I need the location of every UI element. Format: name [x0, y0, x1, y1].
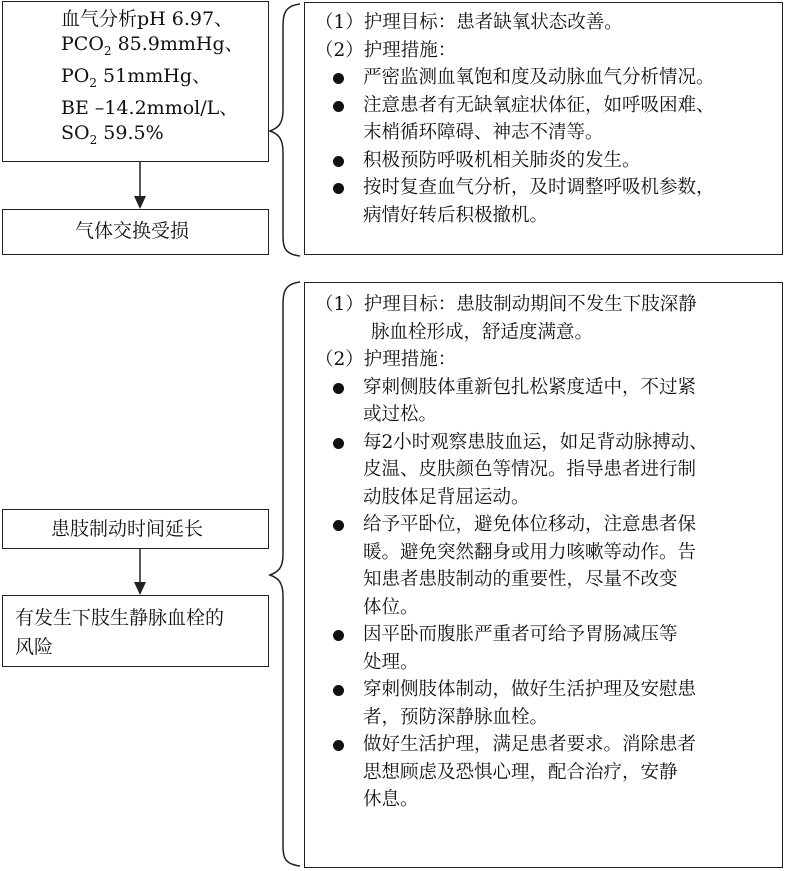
measure-2-item-line: 穿刺侧肢体重新包扎松紧度适中，不过紧 [363, 376, 697, 398]
measure-2-item-line: 者，预防深静脉血栓。 [363, 706, 549, 728]
bullet-icon [333, 685, 344, 696]
diagnosis-box-2 [2, 595, 269, 667]
measure-1-item [315, 64, 772, 92]
measure-2-item [315, 621, 772, 676]
arrow-head-1 [134, 196, 146, 209]
measure-1-item-line: 末梢循环障碍、神志不清等。 [363, 122, 604, 143]
measures-list-1 [315, 64, 772, 229]
measure-2-item [315, 511, 772, 621]
lab-line-pco2: $PCO_2$ 85.9mmHg、 [61, 33, 244, 58]
measures-header-1: （2）护理措施： [315, 39, 457, 61]
measure-2-item [315, 374, 772, 429]
bullet-icon [333, 101, 344, 112]
care-plan-box-2 [304, 282, 783, 868]
cause-box-2 [2, 509, 269, 549]
measure-2-item-line: 暖。避免突然翻身或用力咳嗽等动作。告 [363, 541, 697, 563]
lab-result-box [2, 1, 269, 162]
measure-2-item [315, 676, 772, 731]
measure-2-item-line: 休息。 [363, 789, 419, 810]
measures-header-2: （2）护理措施： [315, 349, 457, 370]
lab-line-ph: 血气分析pH 6.97、 [61, 8, 234, 30]
measure-2-item-line: 处理。 [363, 651, 419, 673]
lab-line-so2: $SO_2$ 59.5% [61, 121, 164, 147]
bullet-icon [333, 630, 344, 641]
measure-1-item-line: 病情好转后积极撤机。 [363, 204, 549, 226]
diagnosis-box-1 [2, 209, 269, 255]
brace-1 [270, 4, 300, 256]
diagnosis-text-2-line1: 有发生下肢生静脉血栓的 [15, 607, 225, 629]
bullet-icon [333, 183, 344, 194]
bullet-icon [333, 156, 344, 167]
measure-2-item-line: 穿刺侧肢体制动，做好生活护理及安慰患 [363, 679, 697, 700]
measure-2-item [315, 731, 772, 814]
measure-2-item-line: 知患者患肢制动的重要性，尽量不改变 [363, 569, 678, 590]
measure-2-item-line: 皮温、皮肤颜色等情况。指导患者进行制 [363, 459, 697, 480]
cause-text-2: 患肢制动时间延长 [51, 518, 204, 540]
measure-2-item-line: 因平卧而腹胀严重者可给予胃肠减压等 [363, 624, 678, 645]
goal-text-2-line2: 脉血栓形成，舒适度满意。 [371, 321, 594, 343]
measure-2-item-line: 或过松。 [363, 404, 438, 425]
measure-1-item-line: 按时复查血气分析，及时调整呼吸机参数， [363, 177, 715, 198]
measure-1-item-line: 注意患者有无缺氧症状体征，如呼吸困难、 [363, 94, 715, 116]
goal-text-1: （1）护理目标：患者缺氧状态改善。 [315, 12, 623, 33]
bullet-icon [333, 520, 344, 531]
bullet-icon [333, 438, 344, 449]
measure-2-item-line: 给予平卧位，避免体位移动，注意患者保 [363, 514, 697, 535]
care-plan-box-1 [304, 2, 783, 255]
measure-1-item-line: 严密监测血氧饱和度及动脉血气分析情况。 [363, 67, 715, 88]
lab-line-po2: $PO_2$ 51mmHg、 [61, 64, 211, 90]
measure-1-item [315, 92, 772, 147]
bullet-icon [333, 383, 344, 394]
measure-1-item [315, 174, 772, 229]
bullet-icon [333, 740, 344, 751]
lab-line-be: BE –14.2mmol/L、 [61, 96, 239, 119]
measure-1-item [315, 147, 772, 175]
measure-1-item-line: 积极预防呼吸机相关肺炎的发生。 [363, 149, 641, 171]
measures-list-2 [315, 374, 772, 814]
diagnosis-text-1: 气体交换受损 [75, 220, 190, 242]
brace-2 [270, 282, 300, 866]
bullet-icon [333, 73, 344, 84]
arrow-head-2 [134, 582, 146, 595]
measure-2-item-line: 动肢体足背屈运动。 [363, 486, 530, 508]
measure-2-item-line: 每2小时观察患肢血运，如足背动脉搏动、 [363, 431, 708, 453]
measure-2-item-line: 思想顾虑及恐惧心理，配合治疗，安静 [363, 761, 678, 783]
measure-2-item-line: 体位。 [363, 596, 419, 618]
measure-2-item-line: 做好生活护理，满足患者要求。消除患者 [363, 734, 697, 755]
diagnosis-text-2-line2: 风险 [15, 636, 54, 658]
goal-text-2-line1: （1）护理目标：患肢制动期间不发生下肢深静 [315, 294, 697, 315]
measure-2-item [315, 429, 772, 512]
